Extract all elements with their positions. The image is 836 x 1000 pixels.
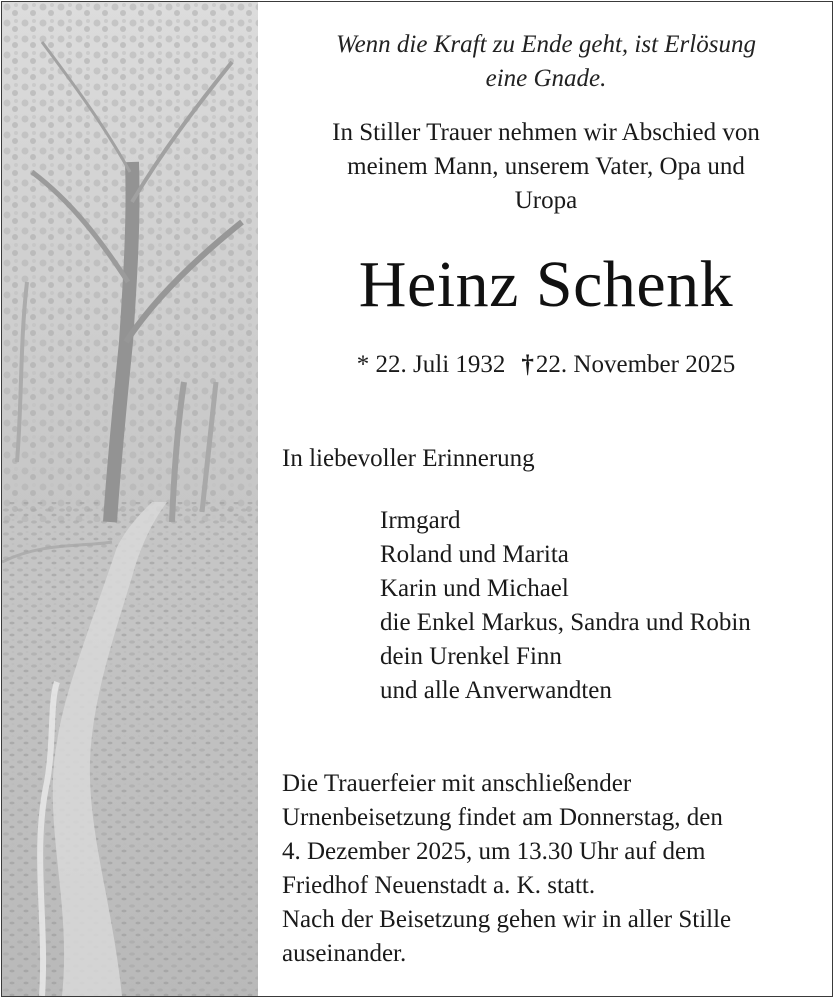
death-date: 22. November 2025 bbox=[535, 351, 736, 378]
deceased-name: Heinz Schenk bbox=[358, 248, 734, 321]
mourner-item: und alle Anverwandten bbox=[380, 677, 612, 704]
motto-line: eine Gnade. bbox=[485, 65, 607, 92]
remembrance-heading: In liebevoller Erinnerung bbox=[282, 445, 535, 472]
service-details bbox=[282, 767, 822, 971]
service-line: auseinander. bbox=[282, 940, 407, 967]
cross-icon: † bbox=[521, 351, 534, 378]
intro-line: In Stiller Trauer nehmen wir Abschied von bbox=[332, 119, 760, 146]
mourner-item: Karin und Michael bbox=[380, 575, 569, 602]
service-line: Nach der Beisetzung gehen wir in aller Stille bbox=[282, 906, 732, 933]
service-line: Die Trauerfeier mit anschließender bbox=[282, 770, 632, 797]
intro-line: Uropa bbox=[514, 187, 578, 214]
service-line: Friedhof Neuenstadt a. K. statt. bbox=[282, 872, 596, 899]
service-line: 4. Dezember 2025, um 13.30 Uhr auf dem bbox=[282, 838, 706, 865]
service-line: Urnenbeisetzung findet am Donnerstag, den bbox=[282, 804, 723, 831]
intro-paragraph bbox=[262, 116, 830, 218]
mourner-item: die Enkel Markus, Sandra und Robin bbox=[380, 609, 751, 636]
birth-date: * 22. Juli 1932 bbox=[356, 351, 506, 378]
motto-line: Wenn die Kraft zu Ende geht, ist Erlösung bbox=[336, 31, 756, 58]
intro-line: meinem Mann, unserem Vater, Opa und bbox=[347, 153, 745, 180]
mourner-item: dein Urenkel Finn bbox=[380, 643, 562, 670]
motto-quote bbox=[262, 28, 830, 96]
life-dates bbox=[262, 348, 830, 382]
mourners-list bbox=[380, 504, 751, 708]
forest-path-image bbox=[2, 2, 258, 996]
notice-text-column bbox=[262, 2, 830, 996]
mourner-item: Roland und Marita bbox=[380, 541, 569, 568]
mourner-item: Irmgard bbox=[380, 507, 461, 534]
